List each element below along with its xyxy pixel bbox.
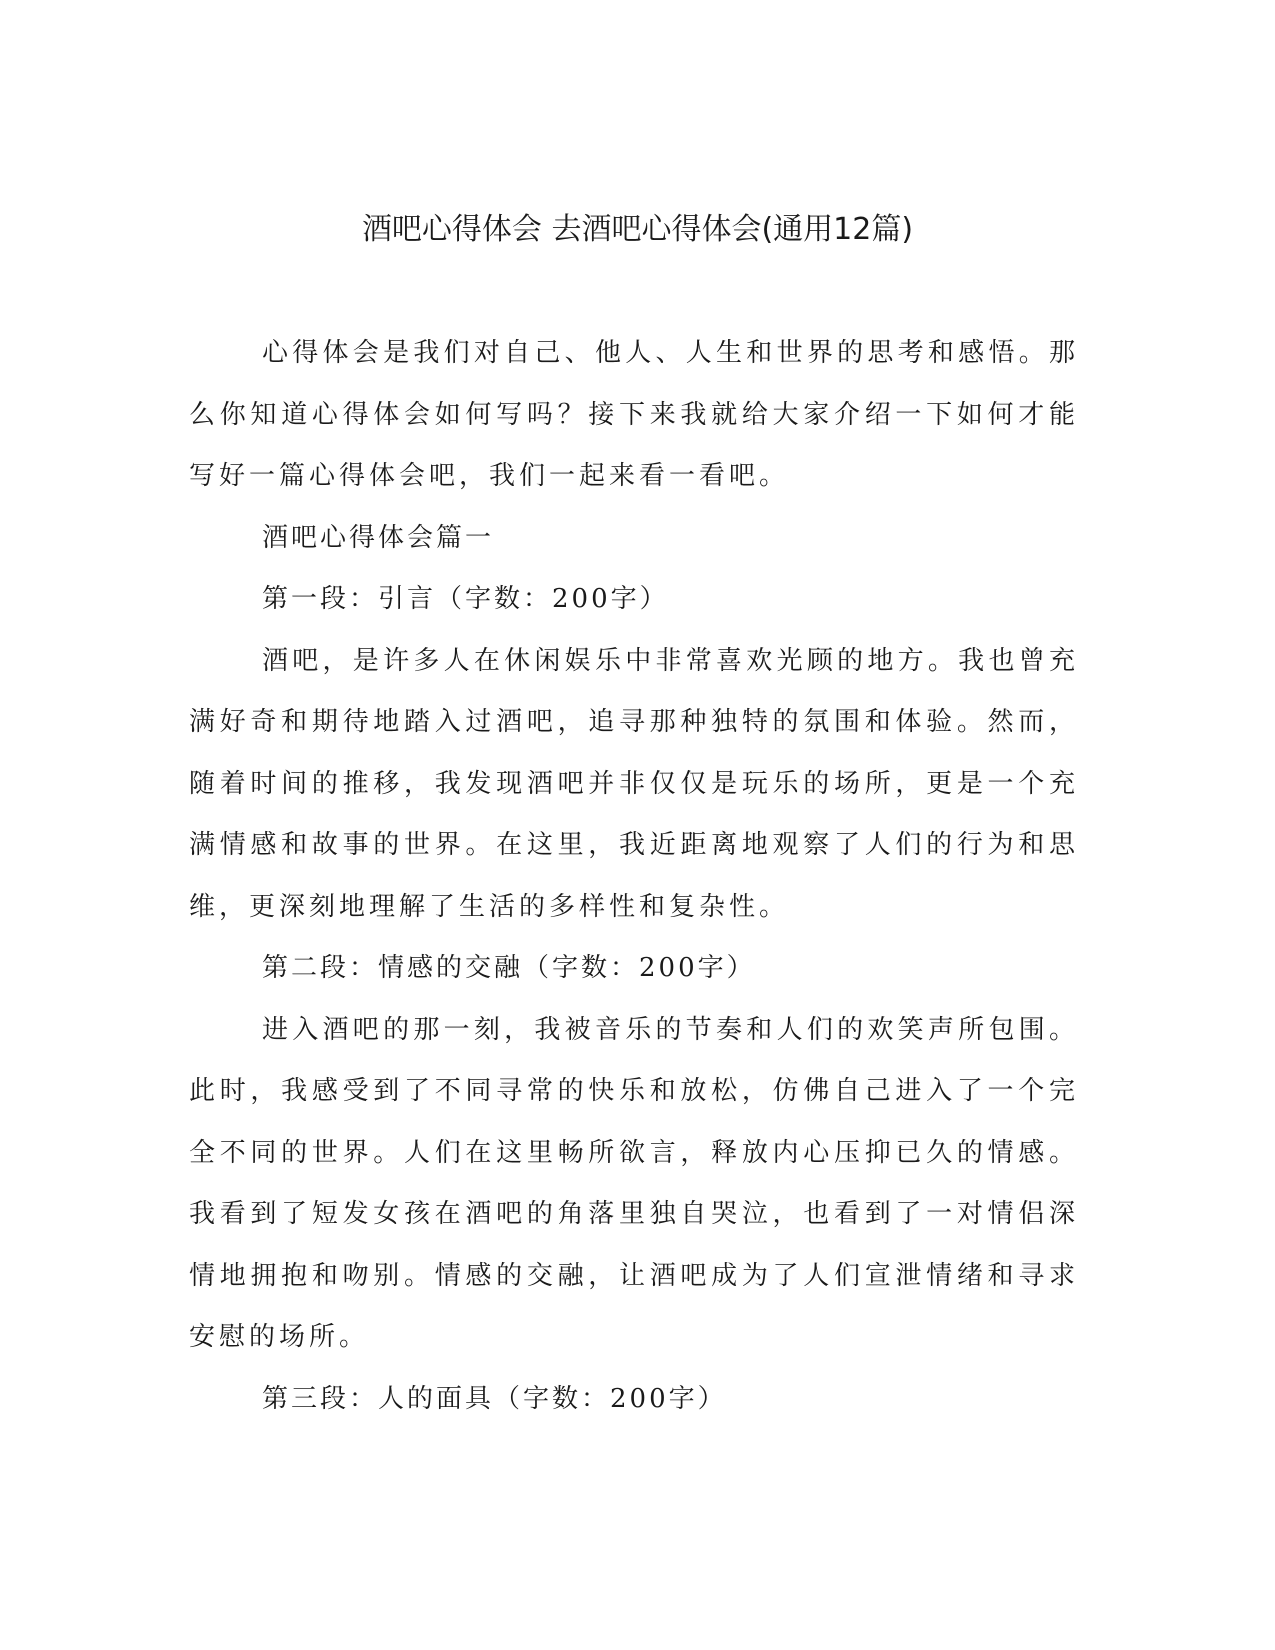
body-paragraph-emotion: 进入酒吧的那一刻，我被音乐的节奏和人们的欢笑声所包围。此时，我感受到了不同寻常的快乐和放松，仿佛自己进入了一个完全不同的世界。人们在这里畅所欲言，释放内心压抑已久的情感。我看到了短发女孩在酒吧的角落里独自哭泣，也看到了一对情侣深情地拥抱和吻别。情感的交融，让酒吧成为了人们宣泄情绪和寻求安慰的场所。: [189, 1014, 1079, 1352]
section-heading-part-one: 酒吧心得体会篇一: [262, 522, 495, 553]
body-paragraph-intro: 酒吧，是许多人在休闲娱乐中非常喜欢光顾的地方。我也曾充满好奇和期待地踏入过酒吧，追寻那种独特的氛围和体验。然而，随着时间的推移，我发现酒吧并非仅仅是玩乐的场所，更是一个充满情感和故事的世界。在这里，我近距离地观察了人们的行为和思维，更深刻地理解了生活的多样性和复杂性。: [189, 645, 1079, 922]
subsection-heading-mask: 第三段：人的面具（字数：200字）: [262, 1383, 727, 1414]
document-title: 酒吧心得体会 去酒吧心得体会(通用12篇): [361, 212, 914, 247]
intro-paragraph: 心得体会是我们对自己、他人、人生和世界的思考和感悟。那么你知道心得体会如何写吗？接下来我就给大家介绍一下如何才能写好一篇心得体会吧，我们一起来看一看吧。: [189, 338, 1079, 491]
subsection-heading-emotion: 第二段：情感的交融（字数：200字）: [262, 953, 756, 983]
subsection-heading-intro: 第一段：引言（字数：200字）: [262, 584, 669, 614]
document-body: [189, 323, 1079, 1430]
